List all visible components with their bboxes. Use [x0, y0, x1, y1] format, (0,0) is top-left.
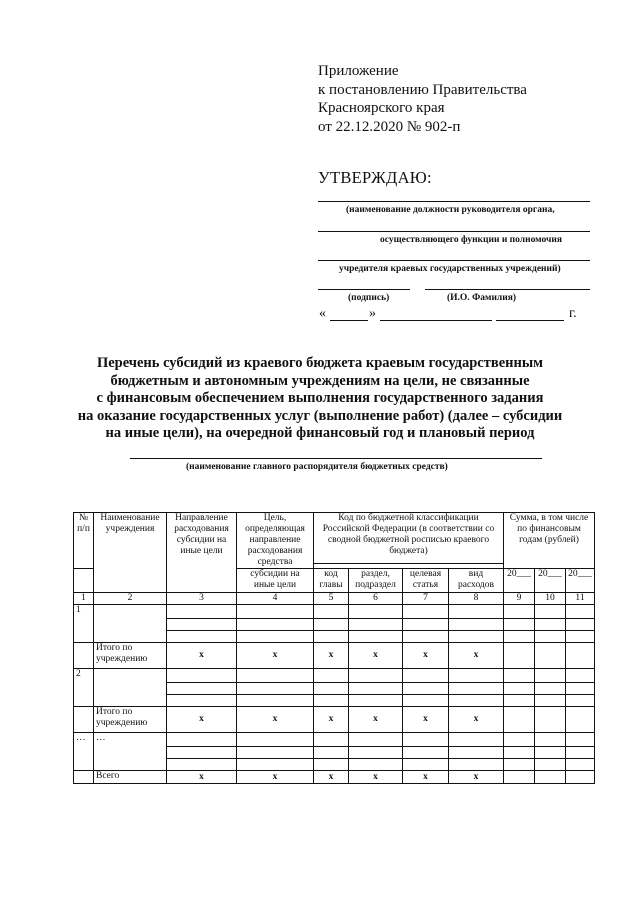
table-cell [535, 669, 566, 683]
table-cell [449, 695, 504, 707]
table-cell [535, 733, 566, 747]
table-cell [237, 695, 314, 707]
header-direction: Направление расходования субсидии на иные цели [167, 513, 237, 593]
table-cell [504, 605, 535, 619]
date-year-line [496, 320, 564, 321]
x-mark: x [349, 643, 403, 669]
table-cell [566, 771, 595, 784]
table-cell [237, 605, 314, 619]
x-mark: x [449, 707, 504, 733]
col-number: 1 [74, 593, 94, 605]
appendix-line-1: Приложение [318, 63, 399, 79]
table-cell [449, 605, 504, 619]
table-cell [167, 605, 237, 619]
table-row [74, 605, 595, 619]
total-label: Всего [94, 771, 167, 784]
table-cell [566, 707, 595, 733]
table-cell [74, 707, 94, 733]
table-cell [167, 669, 237, 683]
approval-caption-1: (наименование должности руководителя органа, [346, 205, 555, 215]
table-cell [504, 747, 535, 759]
table-cell [237, 683, 314, 695]
table-cell [449, 631, 504, 643]
name-caption: (И.О. Фамилия) [447, 293, 517, 303]
table-cell [566, 643, 595, 669]
x-mark: x [167, 707, 237, 733]
approval-line-1 [318, 201, 590, 202]
subtotal-label: Итого по учреждению [94, 707, 167, 733]
row-number: 1 [74, 605, 94, 643]
table-cell [504, 759, 535, 771]
table-cell [504, 643, 535, 669]
col-number: 5 [314, 593, 349, 605]
table-cell [566, 631, 595, 643]
table-cell [314, 619, 349, 631]
table-cell [403, 605, 449, 619]
date-month-line [380, 320, 492, 321]
table-cell [167, 631, 237, 643]
header-code-target: целевая статья [403, 569, 449, 593]
header-code-section: раздел, подраздел [349, 569, 403, 593]
table-cell [349, 619, 403, 631]
subtotal-label: Итого по учреждению [94, 643, 167, 669]
total-row [74, 771, 595, 784]
x-mark: x [167, 771, 237, 784]
table-cell [237, 631, 314, 643]
table-cell [349, 669, 403, 683]
distributor-caption: (наименование главного распорядителя бюджетных средств) [186, 462, 448, 472]
header-year-3: 20___ [566, 569, 595, 593]
table-cell [314, 631, 349, 643]
x-mark: x [449, 771, 504, 784]
table-cell [566, 683, 595, 695]
table-cell [237, 747, 314, 759]
distributor-line [130, 458, 542, 459]
table-cell [504, 733, 535, 747]
col-number: 4 [237, 593, 314, 605]
table-cell [237, 759, 314, 771]
table-cell [566, 695, 595, 707]
year-suffix: г. [569, 306, 577, 321]
institution-name-cell [94, 669, 167, 707]
table-cell [535, 605, 566, 619]
table-cell [349, 759, 403, 771]
table-cell [504, 707, 535, 733]
table-cell [566, 669, 595, 683]
table-row [74, 669, 595, 683]
col-number: 3 [167, 593, 237, 605]
institution-name-cell: … [94, 733, 167, 771]
table-cell [504, 771, 535, 784]
table-cell [403, 631, 449, 643]
table-cell [566, 605, 595, 619]
table-cell [314, 733, 349, 747]
x-mark: x [237, 707, 314, 733]
appendix-line-3: Красноярского края [318, 100, 445, 116]
table-cell [504, 695, 535, 707]
x-mark: x [237, 643, 314, 669]
table-cell [403, 695, 449, 707]
x-mark: x [237, 771, 314, 784]
table-cell [314, 683, 349, 695]
header-num-cont [74, 569, 94, 593]
table-cell [167, 619, 237, 631]
col-number: 6 [349, 593, 403, 605]
table-cell [535, 707, 566, 733]
title-line-4: на оказание государственных услуг (выполнение работ) (далее – субсидии [77, 407, 563, 424]
header-code-main: код главы [314, 569, 349, 593]
table-cell [566, 619, 595, 631]
title-line-2: бюджетным и автономным учреждениям на цели, не связанные [110, 372, 530, 389]
appendix-line-2: к постановлению Правительства [318, 81, 527, 98]
date-close-quote: » [369, 306, 376, 321]
table-cell [403, 619, 449, 631]
signature-line [318, 289, 410, 290]
col-number: 2 [94, 593, 167, 605]
col-number: 11 [566, 593, 595, 605]
table-cell [535, 643, 566, 669]
table-cell [535, 695, 566, 707]
table-cell [449, 733, 504, 747]
title-line-3: с финансовым обеспечением выполнения государственного задания [96, 390, 544, 406]
header-year-1: 20___ [504, 569, 535, 593]
x-mark: x [449, 643, 504, 669]
approval-line-2 [318, 231, 590, 232]
col-number: 9 [504, 593, 535, 605]
table-cell [349, 695, 403, 707]
approval-caption-2: осуществляющего функции и полномочия [380, 235, 562, 245]
table-cell [449, 747, 504, 759]
x-mark: x [403, 707, 449, 733]
table-cell [504, 631, 535, 643]
header-year-2: 20___ [535, 569, 566, 593]
table-cell [349, 733, 403, 747]
table-cell [535, 683, 566, 695]
table-cell [504, 683, 535, 695]
header-sum: Сумма, в том числе по финансовым годам (рублей) [504, 513, 595, 569]
header-num: № п/п [74, 513, 94, 569]
table-cell [237, 733, 314, 747]
table-row [74, 733, 595, 747]
table-cell [349, 605, 403, 619]
table-cell [74, 643, 94, 669]
table-cell [314, 669, 349, 683]
x-mark: x [314, 707, 349, 733]
table-cell [349, 631, 403, 643]
table-cell [403, 759, 449, 771]
header-name: Наименование учреждения [94, 513, 167, 593]
subtotal-row [74, 643, 595, 669]
table-cell [403, 669, 449, 683]
table-cell [566, 759, 595, 771]
table-cell [535, 771, 566, 784]
table-cell [237, 669, 314, 683]
header-purpose: Цель, определяющая направление расходования средства [237, 513, 314, 569]
table-cell [566, 747, 595, 759]
table-cell [314, 605, 349, 619]
table-cell [449, 669, 504, 683]
document-title [60, 355, 580, 443]
table-cell [74, 771, 94, 784]
col-number: 7 [403, 593, 449, 605]
approval-caption-3: учредителя краевых государственных учреждений) [339, 264, 561, 274]
table-cell [349, 683, 403, 695]
x-mark: x [167, 643, 237, 669]
table-cell [314, 747, 349, 759]
table-cell [504, 669, 535, 683]
approval-line-3 [318, 260, 590, 261]
table-cell [403, 747, 449, 759]
x-mark: x [349, 707, 403, 733]
table-cell [167, 747, 237, 759]
signature-caption: (подпись) [348, 293, 390, 303]
table-cell [314, 759, 349, 771]
table-cell [349, 747, 403, 759]
table-cell [535, 759, 566, 771]
table-cell [237, 619, 314, 631]
table-cell [167, 733, 237, 747]
table-cell [449, 759, 504, 771]
subtotal-row [74, 707, 595, 733]
table-cell [535, 619, 566, 631]
table-cell [504, 619, 535, 631]
header-purpose-sub: субсидии на иные цели [237, 569, 314, 593]
table-cell [167, 695, 237, 707]
col-number: 8 [449, 593, 504, 605]
date-day-line [330, 320, 368, 321]
x-mark: x [403, 643, 449, 669]
table-cell [167, 683, 237, 695]
column-numbers-row [74, 593, 595, 605]
table-cell [403, 683, 449, 695]
table-cell [566, 733, 595, 747]
table-cell [535, 631, 566, 643]
subsidy-table [73, 512, 595, 784]
title-line-1: Перечень субсидий из краевого бюджета краевым государственным [96, 355, 544, 371]
header-code: Код по бюджетной классификации Российской Федерации (в соответствии со сводной бюджетной росписью краевого бюджета) [314, 513, 504, 564]
approval-heading: УТВЕРЖДАЮ: [318, 168, 432, 187]
x-mark: x [314, 771, 349, 784]
table-cell [449, 683, 504, 695]
institution-name-cell [94, 605, 167, 643]
table-cell [167, 759, 237, 771]
table-cell [535, 747, 566, 759]
appendix-line-4: от 22.12.2020 № 902-п [318, 118, 461, 135]
table-cell [403, 733, 449, 747]
table-cell [449, 619, 504, 631]
header-code-type: вид расходов [449, 569, 504, 593]
x-mark: x [349, 771, 403, 784]
x-mark: x [314, 643, 349, 669]
x-mark: x [403, 771, 449, 784]
title-line-5: на иные цели), на очередной финансовый год и плановый период [105, 425, 535, 441]
name-line [425, 289, 590, 290]
col-number: 10 [535, 593, 566, 605]
table-cell [314, 695, 349, 707]
row-number: … [74, 733, 94, 771]
appendix-block [318, 62, 527, 136]
date-open-quote: « [319, 306, 326, 321]
row-number: 2 [74, 669, 94, 707]
